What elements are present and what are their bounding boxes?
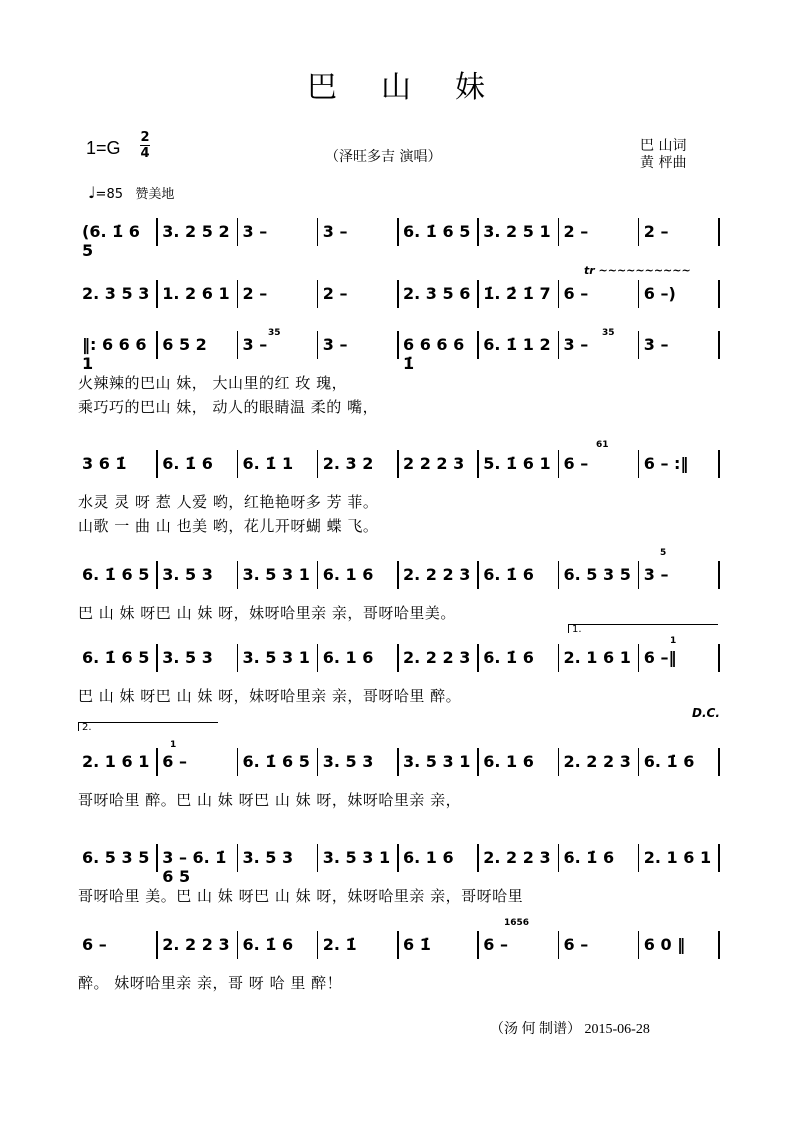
trill-mark: tr ~~~~~~~~~~ bbox=[584, 264, 691, 277]
barline bbox=[156, 748, 158, 776]
time-signature bbox=[140, 131, 150, 160]
barline bbox=[558, 844, 560, 872]
barline bbox=[477, 931, 479, 959]
grace-note: 61 bbox=[596, 440, 609, 450]
barline bbox=[237, 331, 239, 359]
barline bbox=[237, 450, 239, 478]
title-char: 妹 bbox=[455, 70, 485, 105]
barline bbox=[317, 331, 319, 359]
notation-line bbox=[78, 222, 720, 260]
measure: 2 – bbox=[322, 284, 348, 303]
barline bbox=[477, 844, 479, 872]
measure: 3. 5 3 bbox=[322, 752, 374, 771]
barline bbox=[558, 450, 560, 478]
barline bbox=[638, 644, 640, 672]
measure: 6. 1̇ 6 bbox=[483, 648, 534, 667]
measure: 6. 5 3 5 bbox=[563, 565, 631, 584]
barline bbox=[718, 280, 720, 308]
measure: 6. 1̇ 6 bbox=[483, 565, 534, 584]
barline bbox=[156, 644, 158, 672]
barline bbox=[237, 844, 239, 872]
barline bbox=[237, 931, 239, 959]
tempo-mark bbox=[88, 183, 174, 202]
composer: 黄 枰曲 bbox=[640, 155, 687, 171]
quarter-note-icon: ♩ bbox=[88, 183, 96, 202]
barline bbox=[638, 218, 640, 246]
measure: 3. 5 3 bbox=[162, 565, 213, 584]
barline bbox=[237, 218, 239, 246]
lyric-line: 醉。 妹呀哈里亲 亲，哥 呀 哈 里 醉！ bbox=[78, 974, 343, 992]
measure: 5. 1̇ 6 1 bbox=[483, 454, 551, 473]
lyric-line: 火辣辣的巴山 妹， 大山里的红 玫 瑰， bbox=[78, 374, 348, 392]
volta-bracket: 2. bbox=[78, 722, 218, 731]
measure: 2 – bbox=[643, 222, 669, 241]
barline bbox=[558, 931, 560, 959]
notation-line bbox=[78, 454, 720, 478]
barline bbox=[317, 931, 319, 959]
measure: 3 – bbox=[322, 222, 348, 241]
barline bbox=[477, 218, 479, 246]
time-signature-top: 2 bbox=[140, 130, 150, 145]
measure: 3. 2 5 2 bbox=[162, 222, 230, 241]
measure: 6 – bbox=[483, 935, 508, 954]
measure: 2. 1 6 1 bbox=[563, 648, 631, 667]
measure: 3 – 6. 1̇ 6 5 bbox=[162, 848, 227, 886]
barline bbox=[156, 844, 158, 872]
barline bbox=[638, 331, 640, 359]
measure: 2 2 2 3 bbox=[403, 454, 465, 473]
measure: 6 5 2 bbox=[162, 335, 207, 354]
volta-bracket: 1. bbox=[568, 624, 718, 633]
measure: 1. 2 6 1 bbox=[162, 284, 230, 303]
authors-credit bbox=[640, 138, 686, 172]
barline bbox=[477, 280, 479, 308]
barline bbox=[477, 450, 479, 478]
lyric-line: 山歌 一 曲 山 也美 哟，花儿开呀蝴 蝶 飞。 bbox=[78, 517, 379, 535]
barline bbox=[397, 218, 399, 246]
barline bbox=[397, 331, 399, 359]
lyric-line: 巴 山 妹 呀巴 山 妹 呀，妹呀哈里亲 亲，哥呀哈里美。 bbox=[78, 604, 456, 622]
measure: 3 – bbox=[563, 335, 589, 354]
measure: 2. 1 6 1 bbox=[643, 848, 712, 867]
measure: 2. 1̇ bbox=[322, 935, 357, 954]
performer-credit: （泽旺多吉 演唱） bbox=[325, 149, 442, 165]
measure: 2. 3 5 3 bbox=[82, 284, 150, 303]
measure: 6. 1̇ 1 bbox=[242, 454, 294, 473]
notation-line bbox=[78, 935, 720, 959]
barline bbox=[718, 844, 720, 872]
barline bbox=[718, 931, 720, 959]
barline bbox=[638, 280, 640, 308]
measure: (6. 1̇ 6 5 bbox=[82, 222, 140, 260]
lyric-line: 水灵 灵 呀 惹 人爱 哟，红艳艳呀多 芳 菲。 bbox=[78, 493, 379, 511]
notation-line bbox=[78, 335, 720, 373]
key-signature: 1=G bbox=[86, 138, 121, 158]
barline bbox=[317, 844, 319, 872]
barline bbox=[397, 931, 399, 959]
measure: 6. 1̇ 6 bbox=[563, 848, 615, 867]
measure: 3. 5 3 1 bbox=[242, 648, 310, 667]
lyric-line: 哥呀哈里 醉。巴 山 妹 呀巴 山 妹 呀，妹呀哈里亲 亲， bbox=[78, 791, 462, 809]
barline bbox=[237, 561, 239, 589]
song-title bbox=[0, 62, 792, 106]
grace-note: 1 bbox=[670, 636, 677, 646]
measure: 6 – bbox=[563, 284, 589, 303]
measure: 1̇. 2̇ 1̇ 7 bbox=[483, 284, 551, 303]
barline bbox=[237, 748, 239, 776]
grace-note: 1656 bbox=[504, 918, 530, 928]
barline bbox=[638, 844, 640, 872]
barline bbox=[477, 748, 479, 776]
lyric-line: 哥呀哈里 美。巴 山 妹 呀巴 山 妹 呀，妹呀哈里亲 亲，哥呀哈里 bbox=[78, 887, 524, 905]
barline bbox=[558, 748, 560, 776]
barline bbox=[397, 561, 399, 589]
measure: 6. 1̇ 6 bbox=[242, 935, 294, 954]
time-signature-bottom: 4 bbox=[140, 146, 150, 161]
measure: ‖: 6 6 6 1 bbox=[82, 335, 147, 373]
measure: 3. 5 3 bbox=[242, 848, 294, 867]
measure: 3 – bbox=[643, 335, 669, 354]
barline bbox=[558, 218, 560, 246]
measure: 6 6 6 6 1̇ bbox=[403, 335, 465, 373]
lyricist: 巴 山词 bbox=[640, 138, 687, 154]
barline bbox=[317, 644, 319, 672]
barline bbox=[156, 931, 158, 959]
measure: 2 – bbox=[242, 284, 268, 303]
title-char: 山 bbox=[381, 70, 411, 105]
measure: 6. 1̇ 1 2 bbox=[483, 335, 551, 354]
notation-line bbox=[78, 752, 720, 776]
measure: 6 0 ‖ bbox=[643, 935, 686, 954]
barline bbox=[718, 644, 720, 672]
measure: 6 –‖ bbox=[643, 648, 677, 667]
measure: 3 – bbox=[643, 565, 669, 584]
lyric-line: 巴 山 妹 呀巴 山 妹 呀，妹呀哈里亲 亲，哥呀哈里 醉。 bbox=[78, 687, 462, 705]
measure: 2. 2 2 3 bbox=[403, 565, 471, 584]
barline bbox=[558, 331, 560, 359]
barline bbox=[558, 561, 560, 589]
measure: 6. 1 6 bbox=[403, 848, 454, 867]
lyric-line: 乘巧巧的巴山 妹， 动人的眼睛温 柔的 嘴， bbox=[78, 398, 379, 416]
measure: 6 – bbox=[563, 935, 589, 954]
barline bbox=[156, 331, 158, 359]
measure: 2. 3 5 6 bbox=[403, 284, 471, 303]
barline bbox=[237, 644, 239, 672]
measure: 6. 1̇ 6 5 bbox=[82, 648, 150, 667]
barline bbox=[237, 280, 239, 308]
barline bbox=[317, 748, 319, 776]
measure: 6. 5 3 5 bbox=[82, 848, 150, 867]
barline bbox=[558, 280, 560, 308]
measure: 6 – bbox=[563, 454, 589, 473]
measure: 2. 2 2 3 bbox=[162, 935, 230, 954]
measure: 3 – bbox=[242, 222, 268, 241]
measure: 2 – bbox=[563, 222, 589, 241]
measure: 6. 1 6 bbox=[322, 648, 374, 667]
measure: 6. 1̇ 6 bbox=[643, 752, 695, 771]
measure: 6. 1 6 bbox=[483, 752, 534, 771]
notation-line bbox=[78, 648, 720, 672]
barline bbox=[156, 450, 158, 478]
measure: 2. 3 2 bbox=[322, 454, 374, 473]
measure: 6 1̇ bbox=[403, 935, 431, 954]
barline bbox=[638, 931, 640, 959]
grace-note: 1 bbox=[170, 740, 177, 750]
measure: 2. 2 2 3 bbox=[563, 752, 631, 771]
tempo-expression: 赞美地 bbox=[135, 187, 175, 202]
barline bbox=[317, 280, 319, 308]
notation-line bbox=[78, 565, 720, 589]
grace-note: 35 bbox=[268, 328, 281, 338]
measure: 6 – bbox=[82, 935, 107, 954]
measure: 2. 2 2 3 bbox=[403, 648, 471, 667]
barline bbox=[317, 218, 319, 246]
measure: 2. 2 2 3 bbox=[483, 848, 551, 867]
barline bbox=[397, 844, 399, 872]
measure: 3 – bbox=[322, 335, 348, 354]
barline bbox=[718, 561, 720, 589]
tempo-value: =85 bbox=[95, 187, 123, 202]
da-capo-mark: D.C. bbox=[692, 706, 720, 720]
measure: 3. 2 5 1 bbox=[483, 222, 551, 241]
measure: 6 –) bbox=[643, 284, 676, 303]
barline bbox=[718, 331, 720, 359]
measure: 6. 1̇ 6 5 bbox=[242, 752, 310, 771]
measure: 6. 1 6 bbox=[322, 565, 374, 584]
barline bbox=[718, 450, 720, 478]
measure: 6 – :‖ bbox=[643, 454, 689, 473]
barline bbox=[638, 748, 640, 776]
barline bbox=[477, 644, 479, 672]
barline bbox=[156, 561, 158, 589]
measure: 6. 1̇ 6 bbox=[162, 454, 213, 473]
grace-note: 5 bbox=[660, 548, 667, 558]
measure: 3. 5 3 1 bbox=[242, 565, 310, 584]
measure: 6. 1̇ 6 5 bbox=[403, 222, 471, 241]
notation-line bbox=[78, 284, 720, 308]
barline bbox=[477, 561, 479, 589]
barline bbox=[638, 561, 640, 589]
notation-line bbox=[78, 848, 720, 886]
barline bbox=[397, 644, 399, 672]
measure: 3. 5 3 1 bbox=[322, 848, 391, 867]
barline bbox=[156, 280, 158, 308]
title-char: 巴 bbox=[307, 70, 337, 105]
measure: 6. 1̇ 6 5 bbox=[82, 565, 150, 584]
transcriber-footer: （汤 何 制谱） 2015-06-28 bbox=[490, 1022, 650, 1037]
measure: 2. 1 6 1 bbox=[82, 752, 150, 771]
barline bbox=[558, 644, 560, 672]
barline bbox=[718, 748, 720, 776]
grace-note: 35 bbox=[602, 328, 615, 338]
measure: 3 6 1̇ bbox=[82, 454, 127, 473]
barline bbox=[397, 450, 399, 478]
measure: 3. 5 3 1 bbox=[403, 752, 471, 771]
measure: 6 – bbox=[162, 752, 187, 771]
measure: 3. 5 3 bbox=[162, 648, 213, 667]
barline bbox=[317, 450, 319, 478]
barline bbox=[638, 450, 640, 478]
barline bbox=[397, 748, 399, 776]
barline bbox=[156, 218, 158, 246]
measure: 3 – bbox=[242, 335, 268, 354]
barline bbox=[718, 218, 720, 246]
barline bbox=[317, 561, 319, 589]
barline bbox=[397, 280, 399, 308]
barline bbox=[477, 331, 479, 359]
